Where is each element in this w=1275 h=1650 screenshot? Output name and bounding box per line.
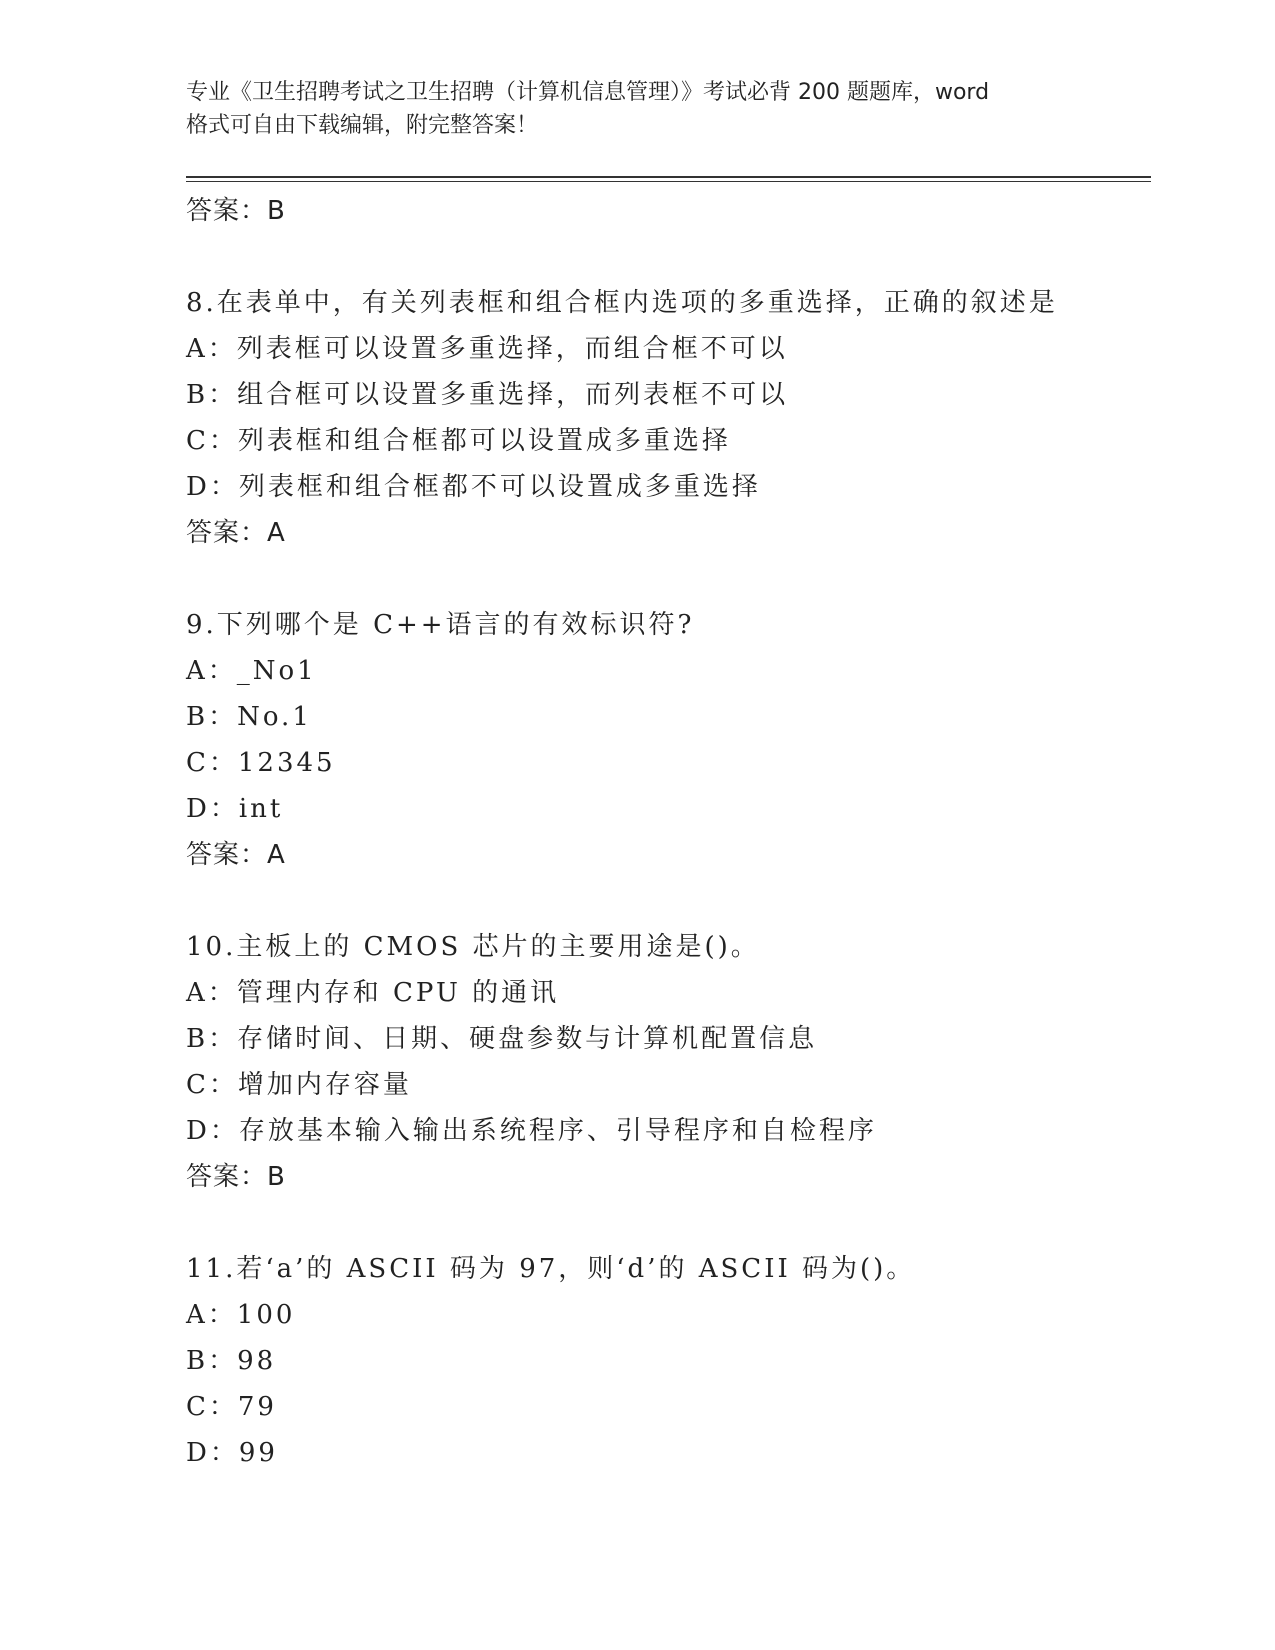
spacer (186, 878, 1146, 924)
question-block-8 (186, 280, 1146, 556)
option-d: D：列表框和组合框都不可以设置成多重选择 (186, 472, 761, 502)
question-text: 9.下列哪个是 C++语言的有效标识符? (186, 610, 695, 640)
spacer (186, 1200, 1146, 1246)
question-block-9 (186, 602, 1146, 878)
option-c: C：列表框和组合框都可以设置成多重选择 (186, 426, 731, 456)
option-c: C：79 (186, 1392, 277, 1422)
spacer (186, 234, 1146, 280)
answer-label: 答案：B (186, 196, 286, 226)
option-c: C：增加内存容量 (186, 1070, 412, 1100)
option-a: A：_No1 (186, 656, 317, 686)
option-d: D：int (186, 794, 284, 824)
header-divider-thick (186, 176, 1151, 178)
header-divider-thin (186, 181, 1151, 182)
option-d: D：存放基本输入输出系统程序、引导程序和自检程序 (186, 1116, 877, 1146)
option-a: A：100 (186, 1300, 296, 1330)
question-text: 11.若‘a’的 ASCII 码为 97，则‘d’的 ASCII 码为()。 (186, 1254, 916, 1284)
option-a: A：列表框可以设置多重选择，而组合框不可以 (186, 334, 788, 364)
question-list (186, 188, 1146, 1476)
question-block-11 (186, 1246, 1146, 1476)
answer-label: 答案：A (186, 518, 286, 548)
option-b: B：98 (186, 1346, 277, 1376)
header-line-1: 专业《卫生招聘考试之卫生招聘（计算机信息管理）》考试必背 200 题题库，word (186, 80, 990, 105)
option-b: B：No.1 (186, 702, 312, 732)
option-c: C：12345 (186, 748, 336, 778)
spacer (186, 556, 1146, 602)
answer-label: 答案：B (186, 1162, 286, 1192)
question-text: 10.主板上的 CMOS 芯片的主要用途是()。 (186, 932, 760, 962)
question-text: 8.在表单中，有关列表框和组合框内选项的多重选择，正确的叙述是 (186, 288, 1058, 318)
option-b: B：存储时间、日期、硬盘参数与计算机配置信息 (186, 1024, 818, 1054)
option-b: B：组合框可以设置多重选择，而列表框不可以 (186, 380, 789, 410)
document-header (186, 76, 1086, 142)
question-block-10 (186, 924, 1146, 1200)
option-d: D：99 (186, 1438, 278, 1468)
answer-label: 答案：A (186, 840, 286, 870)
header-line-2: 格式可自由下载编辑，附完整答案！ (186, 113, 539, 138)
option-a: A：管理内存和 CPU 的通讯 (186, 978, 560, 1008)
